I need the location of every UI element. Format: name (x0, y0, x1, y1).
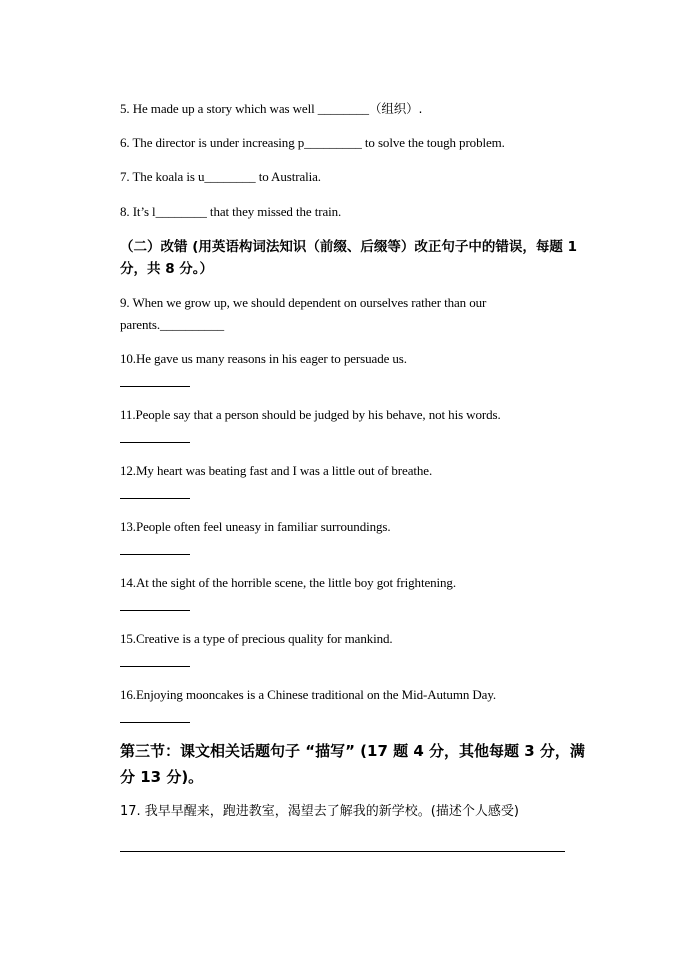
answer-blank[interactable]: _________ (304, 135, 362, 150)
question-text: 9. When we grow up, we should dependent on ourselves rather than our parents. (120, 295, 487, 332)
answer-line[interactable] (120, 442, 190, 443)
question-7 (120, 166, 321, 188)
answer-blank[interactable]: ________ (317, 101, 369, 116)
question-6 (120, 132, 505, 154)
question-text: 5. He made up a story which was well (120, 101, 318, 116)
answer-blank[interactable]: ________ (204, 169, 256, 184)
answer-line[interactable] (120, 386, 190, 387)
question-11: 11.People say that a person should be judged by his behave, not his words. (120, 407, 501, 422)
question-text: to Australia. (255, 169, 321, 184)
question-text: 7. The koala is u (120, 169, 205, 184)
question-12: 12.My heart was beating fast and I was a little out of breathe. (120, 463, 433, 478)
question-text: 8. It’s l (120, 204, 156, 219)
question-text: to solve the tough problem. (361, 135, 505, 150)
question-5 (120, 98, 422, 120)
question-8 (120, 201, 341, 223)
question-9 (120, 292, 550, 336)
question-text: that they missed the train. (206, 204, 342, 219)
answer-line[interactable] (120, 498, 190, 499)
answer-blank[interactable]: ________ (155, 204, 207, 219)
answer-line[interactable] (120, 554, 190, 555)
answer-line[interactable] (120, 610, 190, 611)
section-2-heading: （二）改错 (用英语构词法知识（前缀、后缀等）改正句子中的错误，每题 1 分，共 8 分。） (120, 239, 577, 277)
question-17: 17. 我早早醒来，跑进教室，渴望去了解我的新学校。(描述个人感受) (120, 804, 519, 819)
section-3-heading: 第三节：课文相关话题句子 “描写” (17 题 4 分，其他每题 3 分，满分 13 分)。 (120, 742, 585, 786)
answer-blank[interactable]: __________ (160, 317, 225, 332)
answer-line[interactable] (120, 851, 565, 852)
question-hint: （组织）. (368, 101, 423, 116)
question-text: 6. The director is under increasing p (120, 135, 305, 150)
question-13: 13.People often feel uneasy in familiar surroundings. (120, 519, 391, 534)
question-16: 16.Enjoying mooncakes is a Chinese traditional on the Mid-Autumn Day. (120, 687, 497, 702)
answer-line[interactable] (120, 722, 190, 723)
question-15: 15.Creative is a type of precious quality for mankind. (120, 631, 393, 646)
question-10: 10.He gave us many reasons in his eager to persuade us. (120, 351, 407, 366)
question-14: 14.At the sight of the horrible scene, the little boy got frightening. (120, 575, 456, 590)
answer-line[interactable] (120, 666, 190, 667)
